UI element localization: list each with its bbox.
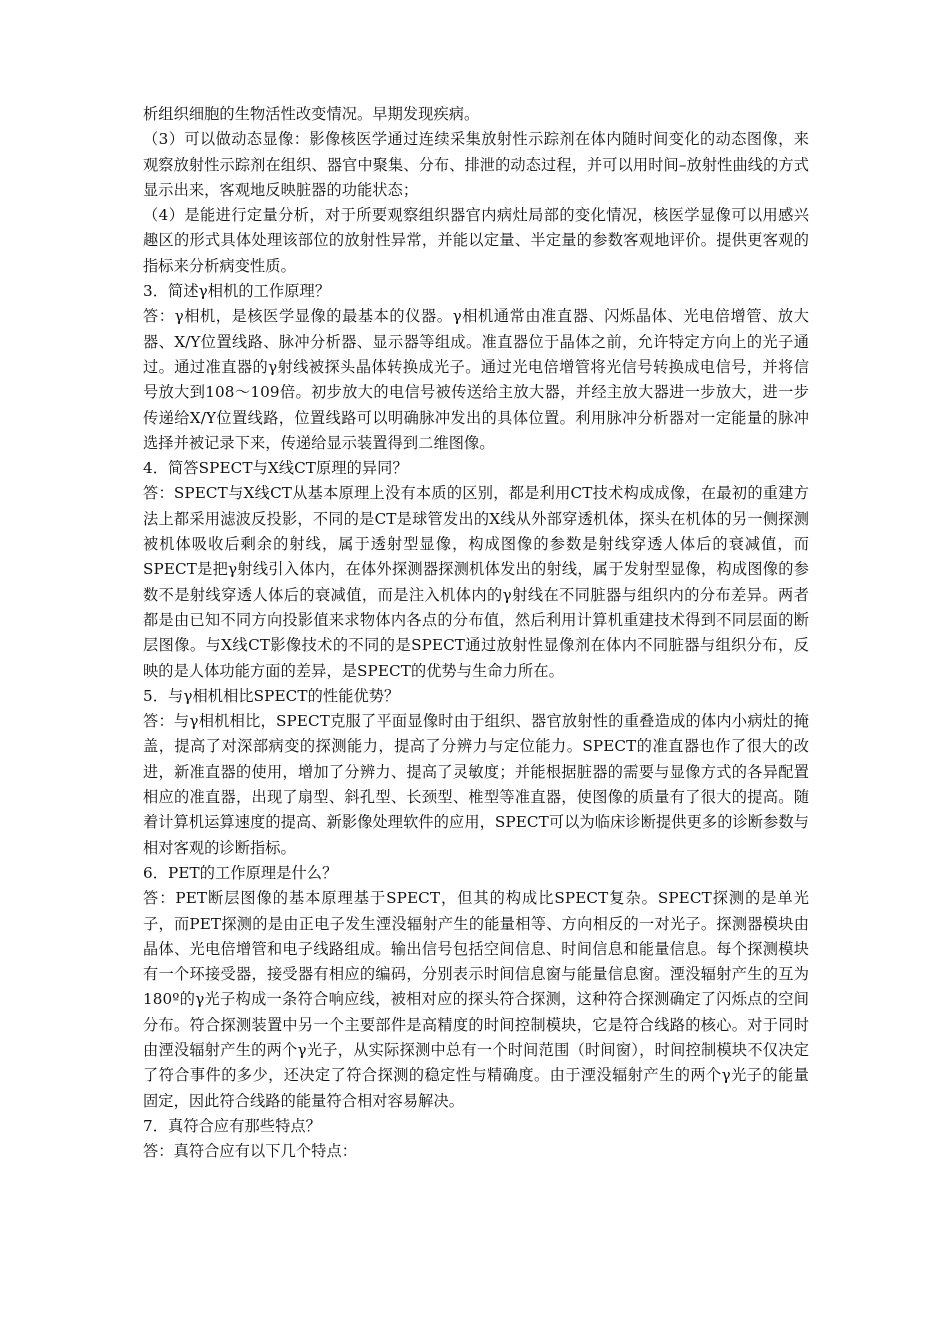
- answer-3: 答：γ相机，是核医学显像的最基本的仪器。γ相机通常由准直器、闪烁晶体、光电倍增管、放大器、X/Y位置线路、脉冲分析器、显示器等组成。准直器位于晶体之前，允许特定方向上的光子通过。通过准直器的γ射线被探头晶体转换成光子。通过光电倍增管将光信号转换成电信号，并将信号放大到108～109倍。初步放大的电信号被传送给主放大器，并经主放大器进一步放大，进一步传递给X/Y位置线路，位置线路可以明确脉冲发出的具体位置。利用脉冲分析器对一定能量的脉冲选择并被记录下来，传递给显示装置得到二维图像。: [143, 307, 809, 452]
- answer-7: 答：真符合应有以下几个特点：: [143, 1142, 358, 1161]
- paragraph-continuation: 析组织细胞的生物活性改变情况。早期发现疾病。: [143, 105, 480, 123]
- question-6-heading: 6．PET的工作原理是什么？: [143, 863, 338, 882]
- question-7-heading: 7．真符合应有那些特点？: [143, 1116, 321, 1135]
- answer-6: 答：PET断层图像的基本原理基于SPECT，但其的构成比SPECT复杂。SPECT探测的是单光子，而PET探测的是由正电子发生湮没辐射产生的能量相等、方向相反的一对光子。探测器模块由晶体、光电倍增管和电子线路组成。输出信号包括空间信息、时间信息和能量信息。每个探测模块有一个环接受器，接受器有相应的编码，分别表示时间信息窗与能量信息窗。湮没辐射产生的互为180º的γ光子构成一条符合响应线，被相对应的探头符合探测，这种符合探测确定了闪烁点的空间分布。符合探测装置中另一个主要部件是高精度的时间控制模块，它是符合线路的核心。对于同时由湮没辐射产生的两个γ光子，从实际探测中总有一个时间范围（时间窗），时间控制模块不仅决定了符合事件的多少，还决定了符合探测的稳定性与精确度。由于湮没辐射产生的两个γ光子的能量固定，因此符合线路的能量符合相对容易解决。: [143, 889, 809, 1110]
- paragraph-dynamic-imaging: （3）可以做动态显像：影像核医学通过连续采集放射性示踪剂在体内随时间变化的动态图像，来观察放射性示踪剂在组织、器官中聚集、分布、排泄的动态过程，并可以用时间–放射性曲线的方式显示出来，客观地反映脏器的功能状态；: [143, 130, 809, 199]
- answer-4: 答：SPECT与X线CT从基本原理上没有本质的区别，都是利用CT技术构成成像，在最初的重建方法上都采用滤波反投影，不同的是CT是球管发出的X线从外部穿透机体，探头在机体的另一侧探测被机体吸收后剩余的射线，属于透射型显像，构成图像的参数是射线穿透人体后的衰减值，而SPECT是把γ射线引入体内，在体外探测器探测机体发出的射线，属于发射型显像，构成图像的参数不是射线穿透人体后的衰减值，而是注入机体内的γ射线在不同脏器与组织内的分布差异。两者都是由已知不同方向投影值来求物体内各点的分布值，然后利用计算机重建技术得到不同层面的断层图像。与X线CT影像技术的不同的是SPECT通过放射性显像剂在体内不同脏器与组织分布，反映的是人体功能方面的差异，是SPECT的优势与生命力所在。: [143, 484, 809, 680]
- document-page: [143, 102, 809, 1164]
- paragraph-quantitative-analysis: （4）是能进行定量分析，对于所要观察组织器官内病灶局部的变化情况，核医学显像可以用感兴趣区的形式具体处理该部位的放射性异常，并能以定量、半定量的参数客观地评价。提供更客观的指标来分析病变性质。: [143, 206, 809, 275]
- question-4-heading: 4．简答SPECT与X线CT原理的异同？: [143, 459, 408, 478]
- question-3-heading: 3．简述γ相机的工作原理？: [143, 282, 331, 301]
- answer-5: 答：与γ相机相比，SPECT克服了平面显像时由于组织、器官放射性的重叠造成的体内小病灶的掩盖，提高了对深部病变的探测能力，提高了分辨力与定位能力。SPECT的准直器也作了很大的改进，新准直器的使用，增加了分辨力、提高了灵敏度；并能根据脏器的需要与显像方式的各异配置相应的准直器，出现了扇型、斜孔型、长颈型、椎型等准直器，使图像的质量有了很大的提高。随着计算机运算速度的提高、新影像处理软件的应用，SPECT可以为临床诊断提供更多的诊断参数与相对客观的诊断指标。: [143, 712, 809, 857]
- question-5-heading: 5．与γ相机相比SPECT的性能优势？: [143, 686, 400, 705]
